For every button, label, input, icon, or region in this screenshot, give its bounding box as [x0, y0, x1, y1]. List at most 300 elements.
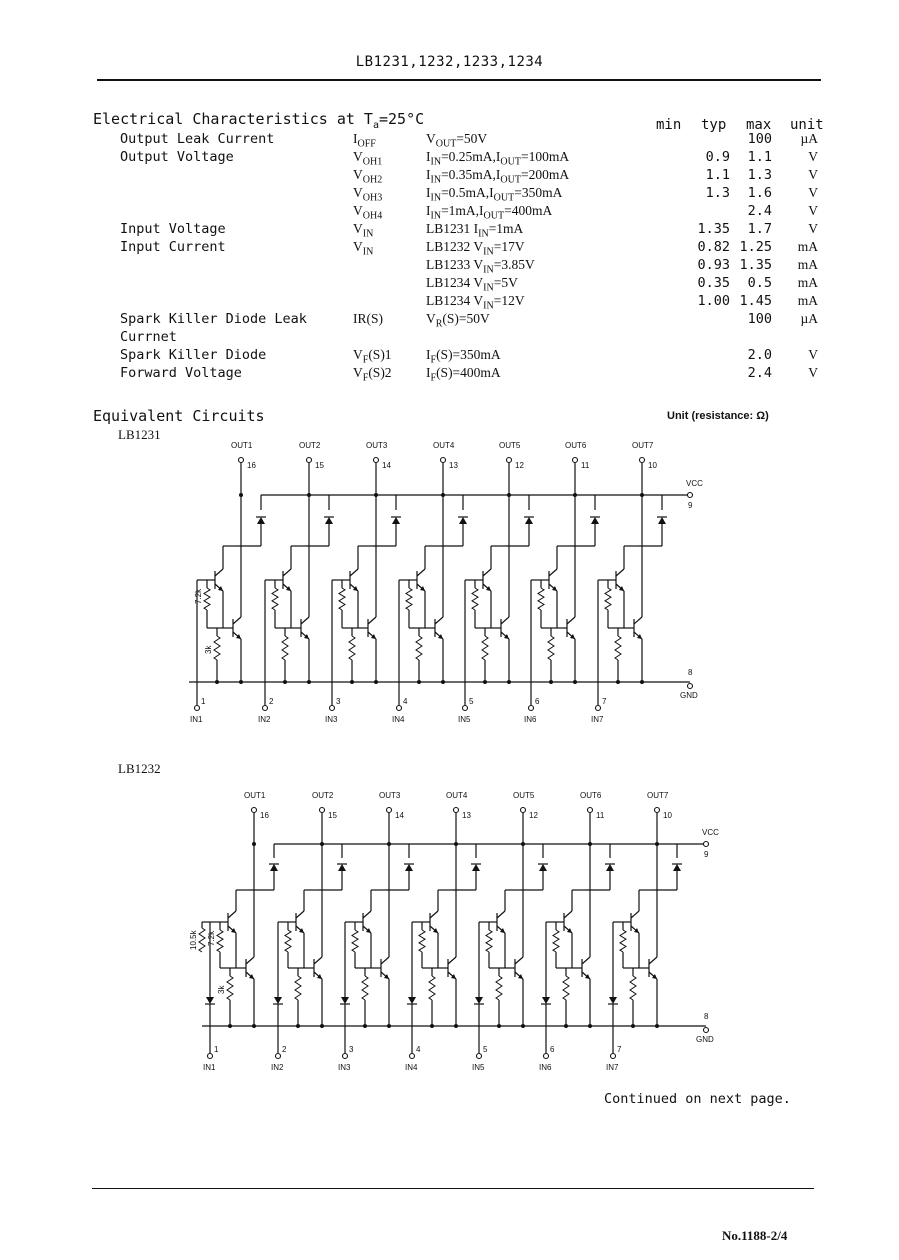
out-label: OUT5 — [513, 791, 535, 800]
transistor-collector — [497, 911, 505, 918]
resistor-icon — [486, 930, 492, 952]
max-value: 1.1 — [747, 149, 772, 165]
resistor-icon — [615, 636, 621, 660]
resistor-icon — [416, 636, 422, 660]
resistor-icon — [349, 636, 355, 660]
junction-dot — [588, 842, 592, 846]
gnd-label: GND — [696, 1035, 714, 1044]
pin-terminal — [588, 808, 593, 813]
diode-icon — [408, 997, 416, 1004]
typ-value: 1.35 — [697, 221, 730, 237]
out-pin-number: 14 — [382, 461, 391, 470]
pin-terminal — [195, 706, 200, 711]
junction-dot — [521, 842, 525, 846]
lb1232-schematic — [0, 788, 899, 1088]
pin-terminal — [397, 706, 402, 711]
condition: LB1234 $V_{IN}=5V$ — [426, 275, 518, 294]
typ-value: 1.3 — [705, 185, 730, 201]
junction-dot — [441, 680, 445, 684]
transistor-collector — [515, 957, 523, 964]
resistor-icon — [204, 588, 210, 610]
junction-dot — [252, 1024, 256, 1028]
resistor-icon — [472, 588, 478, 610]
in-label: IN4 — [392, 715, 405, 724]
transistor-collector — [417, 569, 425, 576]
pin-terminal — [320, 808, 325, 813]
out-pin-number: 11 — [596, 811, 605, 820]
out-label: OUT3 — [379, 791, 401, 800]
junction-dot — [497, 1024, 501, 1028]
resistor-icon — [553, 930, 559, 952]
header-rule — [97, 79, 821, 81]
junction-dot — [363, 1024, 367, 1028]
pin-terminal — [529, 706, 534, 711]
condition: $V_R(S)=50V$ — [426, 311, 490, 330]
out-pin-number: 15 — [328, 811, 337, 820]
out-label: OUT5 — [499, 441, 521, 450]
condition: $I_F(S)=400mA$ — [426, 365, 501, 384]
out-label: OUT4 — [446, 791, 468, 800]
unit-value: V — [808, 185, 818, 200]
junction-dot — [631, 1024, 635, 1028]
diode-icon — [673, 864, 681, 871]
elec-title-tail: =25°C — [379, 110, 425, 128]
r2-label: 3k — [217, 985, 226, 994]
in-label: IN6 — [524, 715, 537, 724]
symbol: $V_{IN}$ — [353, 221, 374, 240]
out-label: OUT3 — [366, 441, 388, 450]
resistor-icon — [295, 976, 301, 1000]
diode-icon — [539, 864, 547, 871]
resistor-icon — [630, 976, 636, 1000]
page-number: No.1188-2/4 — [722, 1228, 788, 1243]
in-label: IN1 — [203, 1063, 216, 1072]
junction-dot — [640, 680, 644, 684]
param-label: Output Leak Current — [120, 131, 275, 147]
in-label: IN3 — [338, 1063, 351, 1072]
typ-value: 0.35 — [697, 275, 730, 291]
unit-value: V — [808, 221, 818, 236]
transistor-collector — [435, 617, 443, 624]
out-pin-number: 13 — [462, 811, 471, 820]
diode-icon — [274, 997, 282, 1004]
junction-dot — [307, 680, 311, 684]
junction-dot — [374, 680, 378, 684]
resistor-icon — [362, 976, 368, 1000]
out-label: OUT1 — [231, 441, 253, 450]
out-label: OUT6 — [580, 791, 602, 800]
condition: $I_F(S)=350mA$ — [426, 347, 501, 366]
in-label: IN6 — [539, 1063, 552, 1072]
symbol: IR(S) — [353, 311, 383, 326]
junction-dot — [507, 680, 511, 684]
diode-icon — [658, 517, 666, 524]
in-label: IN7 — [591, 715, 604, 724]
elec-section-title — [93, 110, 424, 131]
pin-terminal — [477, 1054, 482, 1059]
out-label: OUT2 — [299, 441, 321, 450]
max-value: 2.4 — [747, 203, 772, 219]
footer-rule — [92, 1188, 814, 1189]
typ-value: 1.00 — [697, 293, 730, 309]
transistor-collector — [381, 957, 389, 964]
diode-icon — [206, 997, 214, 1004]
vcc-label: VCC — [686, 479, 703, 488]
in-pin-number: 4 — [416, 1045, 421, 1054]
pin-terminal — [596, 706, 601, 711]
in-pin-number: 7 — [617, 1045, 622, 1054]
condition: LB1234 $V_{IN}=12V$ — [426, 293, 525, 312]
junction-dot — [521, 1024, 525, 1028]
resistor-icon — [227, 976, 233, 1000]
in-pin-number: 4 — [403, 697, 408, 706]
transistor-collector — [296, 911, 304, 918]
equiv-title: Equivalent Circuits — [93, 407, 265, 425]
resistor-icon — [214, 636, 220, 660]
diode-icon — [472, 864, 480, 871]
in-label: IN5 — [458, 715, 471, 724]
pin-terminal — [410, 1054, 415, 1059]
diode-icon — [341, 997, 349, 1004]
condition: LB1233 $V_{IN}=3.85V$ — [426, 257, 535, 276]
max-value: 1.35 — [739, 257, 772, 273]
transistor-collector — [350, 569, 358, 576]
junction-dot — [588, 1024, 592, 1028]
max-value: 1.6 — [747, 185, 772, 201]
transistor-collector — [283, 569, 291, 576]
resistor-icon — [482, 636, 488, 660]
condition: $I_{IN}=1mA,I_{OUT}=400mA$ — [426, 203, 553, 222]
elec-title-text: Electrical Characteristics at T — [93, 110, 373, 128]
diode-icon — [525, 517, 533, 524]
unit-value: V — [808, 365, 818, 380]
junction-dot — [320, 842, 324, 846]
junction-dot — [307, 493, 311, 497]
transistor-collector — [215, 569, 223, 576]
unit-value: V — [808, 167, 818, 182]
diode-icon — [459, 517, 467, 524]
junction-dot — [215, 680, 219, 684]
out-label: OUT4 — [433, 441, 455, 450]
resistor-icon — [548, 636, 554, 660]
resistor-icon — [339, 588, 345, 610]
max-value: 1.25 — [739, 239, 772, 255]
pin-terminal — [688, 493, 693, 498]
unit-value: mA — [797, 239, 818, 254]
pin-terminal — [441, 458, 446, 463]
junction-dot — [549, 680, 553, 684]
diode-icon — [392, 517, 400, 524]
junction-dot — [374, 493, 378, 497]
condition: $I_{IN}=0.25mA,I_{OUT}=100mA$ — [426, 149, 570, 168]
junction-dot — [239, 680, 243, 684]
out-label: OUT7 — [632, 441, 654, 450]
transistor-collector — [501, 617, 509, 624]
resistor-icon — [199, 928, 205, 952]
junction-dot — [252, 842, 256, 846]
in-label: IN1 — [190, 715, 203, 724]
typ-value: 1.1 — [705, 167, 730, 183]
transistor-collector — [246, 957, 254, 964]
unit-value: µA — [800, 311, 818, 326]
junction-dot — [573, 680, 577, 684]
param-label: Forward Voltage — [120, 365, 242, 381]
continued-note: Continued on next page. — [604, 1091, 791, 1107]
r0-label: 10.5k — [189, 930, 198, 950]
pin-terminal — [252, 808, 257, 813]
vcc-label: VCC — [702, 828, 719, 837]
junction-dot — [387, 1024, 391, 1028]
gnd-pin-number: 8 — [704, 1012, 709, 1021]
diode-icon — [257, 517, 265, 524]
junction-dot — [655, 1024, 659, 1028]
unit-value: µA — [800, 131, 818, 146]
transistor-collector — [430, 911, 438, 918]
typ-value: 0.93 — [697, 257, 730, 273]
symbol: $V_{IN}$ — [353, 239, 374, 258]
resistor-icon — [563, 976, 569, 1000]
pin-terminal — [521, 808, 526, 813]
unit-value: V — [808, 203, 818, 218]
unit-value: V — [808, 149, 818, 164]
r1-label: 7.2k — [194, 588, 203, 604]
pin-terminal — [276, 1054, 281, 1059]
in-pin-number: 3 — [349, 1045, 354, 1054]
elec-title-sub: a — [372, 120, 379, 131]
transistor-collector — [301, 617, 309, 624]
in-pin-number: 2 — [282, 1045, 287, 1054]
transistor-collector — [567, 617, 575, 624]
in-label: IN4 — [405, 1063, 418, 1072]
pin-terminal — [640, 458, 645, 463]
diode-icon — [606, 864, 614, 871]
typ-value: 0.9 — [705, 149, 730, 165]
unit-value: mA — [797, 257, 818, 272]
out-pin-number: 12 — [529, 811, 538, 820]
symbol: $V_{OH4}$ — [353, 203, 383, 222]
max-value: 1.45 — [739, 293, 772, 309]
pin-terminal — [704, 842, 709, 847]
in-pin-number: 7 — [602, 697, 607, 706]
junction-dot — [564, 1024, 568, 1028]
unit-value: V — [808, 347, 818, 362]
resistor-icon — [496, 976, 502, 1000]
condition: LB1232 $V_{IN}=17V$ — [426, 239, 525, 258]
out-label: OUT1 — [244, 791, 266, 800]
circuit1-label: LB1231 — [118, 427, 161, 442]
max-value: 1.3 — [747, 167, 772, 183]
pin-terminal — [330, 706, 335, 711]
junction-dot — [616, 680, 620, 684]
out-pin-number: 14 — [395, 811, 404, 820]
transistor-collector — [582, 957, 590, 964]
pin-terminal — [208, 1054, 213, 1059]
diode-icon — [609, 997, 617, 1004]
gnd-pin-number: 8 — [688, 668, 693, 677]
condition: LB1231 $I_{IN}=1mA$ — [426, 221, 524, 240]
transistor-collector — [649, 957, 657, 964]
in-label: IN2 — [271, 1063, 284, 1072]
out-pin-number: 16 — [247, 461, 256, 470]
junction-dot — [239, 493, 243, 497]
in-label: IN7 — [606, 1063, 619, 1072]
symbol: $V_{OH1}$ — [353, 149, 383, 168]
transistor-collector — [448, 957, 456, 964]
out-pin-number: 12 — [515, 461, 524, 470]
symbol: $V_{OH2}$ — [353, 167, 383, 186]
junction-dot — [640, 493, 644, 497]
symbol: $V_F(S)2$ — [353, 365, 392, 384]
param-label: Input Voltage — [120, 221, 226, 237]
transistor-collector — [314, 957, 322, 964]
resistor-icon — [272, 588, 278, 610]
page-header-title: LB1231,1232,1233,1234 — [355, 54, 544, 70]
pin-terminal — [387, 808, 392, 813]
max-value: 2.0 — [747, 347, 772, 363]
transistor-collector — [616, 569, 624, 576]
pin-terminal — [374, 458, 379, 463]
diode-icon — [270, 864, 278, 871]
resistor-icon — [429, 976, 435, 1000]
diode-icon — [542, 997, 550, 1004]
pin-terminal — [655, 808, 660, 813]
max-value: 100 — [747, 131, 772, 147]
junction-dot — [283, 680, 287, 684]
condition: $V_{OUT}=50V$ — [426, 131, 488, 150]
in-pin-number: 5 — [483, 1045, 488, 1054]
transistor-collector — [368, 617, 376, 624]
pin-terminal — [611, 1054, 616, 1059]
junction-dot — [441, 493, 445, 497]
pin-terminal — [263, 706, 268, 711]
pin-terminal — [454, 808, 459, 813]
out-pin-number: 10 — [648, 461, 657, 470]
junction-dot — [507, 493, 511, 497]
pin-terminal — [307, 458, 312, 463]
transistor-collector — [631, 911, 639, 918]
pin-terminal — [573, 458, 578, 463]
junction-dot — [320, 1024, 324, 1028]
in-label: IN2 — [258, 715, 271, 724]
col-typ: typ — [701, 117, 727, 133]
resistor-icon — [352, 930, 358, 952]
resistor-icon — [282, 636, 288, 660]
out-pin-number: 11 — [581, 461, 590, 470]
pin-terminal — [239, 458, 244, 463]
param-label: Spark Killer Diode Leak — [120, 311, 307, 327]
diode-icon — [475, 997, 483, 1004]
in-label: IN5 — [472, 1063, 485, 1072]
transistor-collector — [228, 911, 236, 918]
resistor-icon — [285, 930, 291, 952]
resistor-icon — [538, 588, 544, 610]
pin-terminal — [704, 1028, 709, 1033]
vcc-pin-number: 9 — [688, 501, 693, 510]
vcc-pin-number: 9 — [704, 850, 709, 859]
max-value: 1.7 — [747, 221, 772, 237]
unit-value: mA — [797, 293, 818, 308]
resistor-icon — [419, 930, 425, 952]
param-label: Spark Killer Diode — [120, 347, 267, 363]
out-pin-number: 16 — [260, 811, 269, 820]
transistor-collector — [549, 569, 557, 576]
typ-value: 0.82 — [697, 239, 730, 255]
in-pin-number: 1 — [214, 1045, 219, 1054]
out-pin-number: 13 — [449, 461, 458, 470]
transistor-collector — [634, 617, 642, 624]
param-label: Input Current — [120, 239, 226, 255]
diode-icon — [325, 517, 333, 524]
out-label: OUT6 — [565, 441, 587, 450]
lb1231-schematic — [0, 440, 899, 740]
symbol: $V_F(S)1$ — [353, 347, 392, 366]
gnd-label: GND — [680, 691, 698, 700]
out-pin-number: 15 — [315, 461, 324, 470]
junction-dot — [573, 493, 577, 497]
out-label: OUT7 — [647, 791, 669, 800]
out-label: OUT2 — [312, 791, 334, 800]
r1-label: 7.2k — [207, 930, 216, 946]
in-pin-number: 6 — [550, 1045, 555, 1054]
junction-dot — [454, 842, 458, 846]
col-min: min — [656, 117, 682, 133]
transistor-collector — [363, 911, 371, 918]
diode-icon — [338, 864, 346, 871]
junction-dot — [387, 842, 391, 846]
junction-dot — [430, 1024, 434, 1028]
junction-dot — [454, 1024, 458, 1028]
symbol: $I_{OFF}$ — [353, 131, 376, 150]
junction-dot — [228, 1024, 232, 1028]
out-pin-number: 10 — [663, 811, 672, 820]
unit-value: mA — [797, 275, 818, 290]
transistor-collector — [564, 911, 572, 918]
resistor-icon — [620, 930, 626, 952]
pin-terminal — [507, 458, 512, 463]
circuit2-label: LB1232 — [118, 761, 161, 776]
param-label: Currnet — [120, 329, 177, 345]
transistor-collector — [233, 617, 241, 624]
junction-dot — [350, 680, 354, 684]
diode-icon — [405, 864, 413, 871]
pin-terminal — [343, 1054, 348, 1059]
in-pin-number: 5 — [469, 697, 474, 706]
max-value: 100 — [747, 311, 772, 327]
in-pin-number: 3 — [336, 697, 341, 706]
pin-terminal — [463, 706, 468, 711]
junction-dot — [296, 1024, 300, 1028]
col-unit: unit — [790, 117, 824, 133]
diode-icon — [591, 517, 599, 524]
transistor-collector — [483, 569, 491, 576]
pin-terminal — [544, 1054, 549, 1059]
max-value: 0.5 — [747, 275, 772, 291]
pin-terminal — [688, 684, 693, 689]
col-max: max — [746, 117, 772, 133]
resistor-icon — [605, 588, 611, 610]
unit-note: Unit (resistance: Ω) — [667, 410, 769, 422]
in-pin-number: 1 — [201, 697, 206, 706]
max-value: 2.4 — [747, 365, 772, 381]
junction-dot — [655, 842, 659, 846]
resistor-icon — [406, 588, 412, 610]
condition: $I_{IN}=0.5mA,I_{OUT}=350mA$ — [426, 185, 563, 204]
in-pin-number: 2 — [269, 697, 274, 706]
in-pin-number: 6 — [535, 697, 540, 706]
junction-dot — [417, 680, 421, 684]
condition: $I_{IN}=0.35mA,I_{OUT}=200mA$ — [426, 167, 570, 186]
resistor-icon — [217, 930, 223, 952]
